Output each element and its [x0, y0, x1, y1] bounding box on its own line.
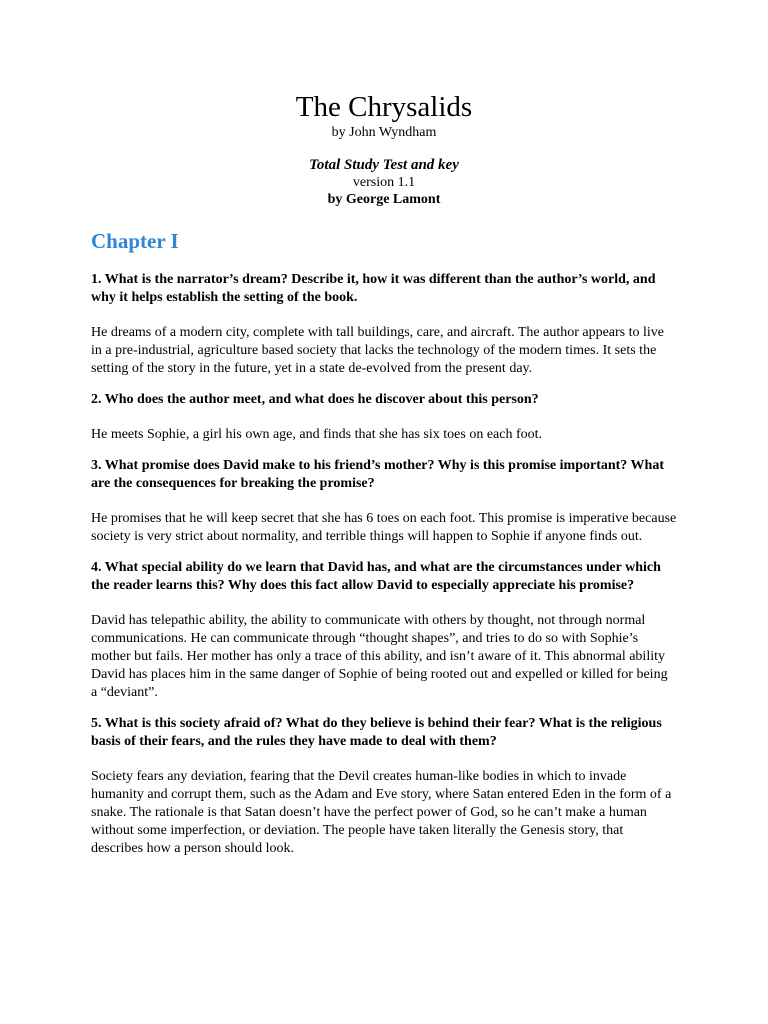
- question-item: [91, 715, 677, 858]
- question-text: 2. Who does the author meet, and what does he discover about this person?: [91, 392, 539, 407]
- question-text: 4. What special ability do we learn that David has, and what are the circumstances under which the reader learns this? Why does this fact allow David to especially appreciate his promise?: [91, 560, 661, 593]
- answer-text: Society fears any deviation, fearing that the Devil creates human-like bodies in which to invade humanity and corrupt them, such as the Adam and Eve story, where Satan entered Eden in the form of a snake. The rationale is that Satan doesn’t have the perfect power of God, so he can’t make a human without some imperfection, or deviation. The people have taken literally the Genesis story, that describes how a person should look.: [91, 769, 672, 856]
- document-title: The Chrysalids: [295, 91, 473, 123]
- question-item: [91, 559, 677, 702]
- version-label: version 1.1: [352, 175, 416, 190]
- guide-author-byline: by George Lamont: [327, 192, 441, 207]
- title-block: [91, 90, 677, 208]
- answer-text: He dreams of a modern city, complete with tall buildings, care, and aircraft. The author appears to live in a pre-industrial, agriculture based society that lacks the technology of the modern times. It sets the setting of the story in the future, yet in a state de-evolved from the present day.: [91, 325, 665, 376]
- answer-text: He promises that he will keep secret that she has 6 toes on each foot. This promise is imperative because society is very strict about normality, and terrible things will happen to Sophie if anyone finds out.: [91, 511, 677, 544]
- study-guide-title: Total Study Test and key: [309, 157, 459, 173]
- question-item: [91, 391, 677, 444]
- document-page: [91, 90, 677, 858]
- book-author-byline: by John Wyndham: [331, 125, 437, 140]
- answer-text: He meets Sophie, a girl his own age, and finds that she has six toes on each foot.: [91, 427, 543, 442]
- question-item: [91, 457, 677, 546]
- question-text: 1. What is the narrator’s dream? Describe it, how it was different than the author’s world, and why it helps establish the setting of the book.: [91, 272, 656, 305]
- answer-text: David has telepathic ability, the ability to communicate with others by thought, not through normal communications. He can communicate through “thought shapes”, and tries to do so with Sophie’s mother but fails. Her mother has only a trace of this ability, and isn’t aware of it. This abnormal ability David has places him in the same danger of Sophie of being rooted out and expelled or killed for being a “deviant”.: [91, 613, 668, 700]
- question-list: [91, 271, 677, 858]
- question-text: 3. What promise does David make to his friend’s mother? Why is this promise important? What are the consequences for breaking the promise?: [91, 458, 664, 491]
- question-item: [91, 271, 677, 378]
- chapter-heading: Chapter I: [91, 229, 179, 253]
- question-text: 5. What is this society afraid of? What do they believe is behind their fear? What is the religious basis of their fears, and the rules they have made to deal with them?: [91, 716, 662, 749]
